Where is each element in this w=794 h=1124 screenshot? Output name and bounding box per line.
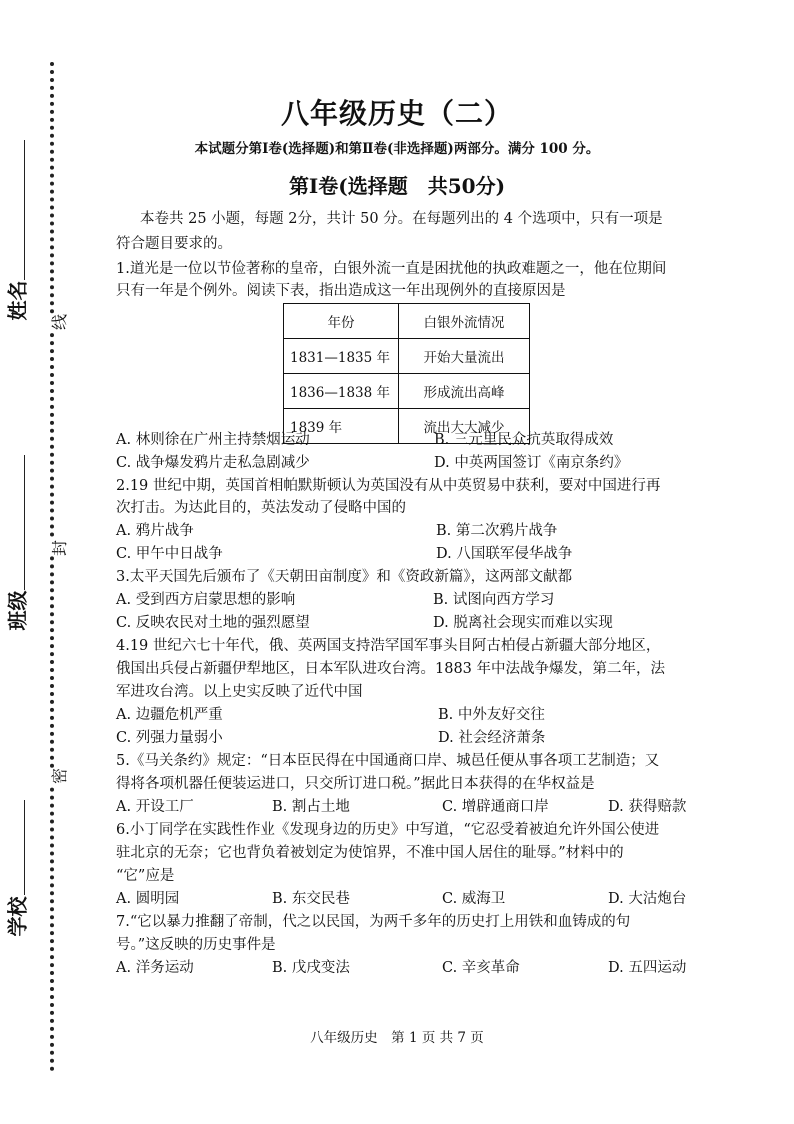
- table-header-year: 年份: [284, 304, 399, 339]
- q2-option-c[interactable]: C. 甲午中日战争: [116, 546, 223, 562]
- q3-option-a[interactable]: A. 受到西方启蒙思想的影响: [116, 592, 296, 608]
- q2-stem-line-2: 次打击。为达此目的，英法发动了侵略中国的: [116, 500, 406, 516]
- q7-option-a[interactable]: A. 洋务运动: [116, 960, 194, 976]
- q1-option-b[interactable]: B. 三元里民众抗英取得成效: [434, 432, 614, 448]
- q6-option-d[interactable]: D. 大沽炮台: [608, 891, 687, 907]
- class-label: 班级: [5, 590, 30, 631]
- q2-option-b[interactable]: B. 第二次鸦片战争: [436, 523, 558, 539]
- q4-stem-line-3: 军进攻台湾。以上史实反映了近代中国: [116, 684, 363, 700]
- page-title: 八年级历史（二）: [280, 97, 513, 130]
- intro-line-1: 本卷共 25 小题，每题 2分，共计 50 分。在每题列出的 4 个选项中，只有一项是: [140, 211, 663, 227]
- table-cell: 1836—1838 年: [284, 374, 399, 409]
- q5-option-b[interactable]: B. 割占土地: [272, 799, 350, 815]
- q4-option-b[interactable]: B. 中外友好交往: [438, 707, 545, 723]
- q4-option-a[interactable]: A. 边疆危机严重: [116, 707, 223, 723]
- table-header-row: [284, 304, 530, 339]
- table-cell: 开始大量流出: [399, 339, 530, 374]
- q2-option-a[interactable]: A. 鸦片战争: [116, 523, 194, 539]
- school-field[interactable]: [24, 800, 25, 895]
- q5-option-d[interactable]: D. 获得赔款: [608, 799, 687, 815]
- q1-option-a[interactable]: A. 林则徐在广州主持禁烟运动: [116, 432, 310, 448]
- table-row: [284, 374, 530, 409]
- q6-stem-line-3: “它”应是: [116, 868, 175, 884]
- q2-option-d[interactable]: D. 八国联军侵华战争: [436, 546, 573, 562]
- q1-option-c[interactable]: C. 战争爆发鸦片走私急剧减少: [116, 455, 310, 471]
- q5-option-c[interactable]: C. 增辟通商口岸: [442, 799, 549, 815]
- name-label: 姓名: [5, 280, 30, 321]
- seal-char-xian: 线: [50, 313, 70, 331]
- silver-outflow-table: [283, 303, 530, 444]
- q4-option-c[interactable]: C. 列强力量弱小: [116, 730, 223, 746]
- q6-option-c[interactable]: C. 威海卫: [442, 891, 506, 907]
- page-subtitle: 本试题分第Ⅰ卷(选择题)和第Ⅱ卷(非选择题)两部分。满分 100 分。: [194, 141, 600, 157]
- name-field[interactable]: [24, 140, 25, 280]
- q7-stem-line-1: 7.“它以暴力推翻了帝制，代之以民国，为两千多年的历史打上用铁和血铸成的句: [116, 914, 631, 930]
- intro-line-2: 符合题目要求的。: [116, 236, 232, 252]
- q6-option-a[interactable]: A. 圆明园: [116, 891, 180, 907]
- table-row: [284, 339, 530, 374]
- page-footer: 八年级历史 第 1 页 共 7 页: [310, 1030, 484, 1046]
- q7-stem-line-2: 号。”这反映的历史事件是: [116, 937, 276, 953]
- q7-option-d[interactable]: D. 五四运动: [608, 960, 687, 976]
- q5-stem-line-1: 5.《马关条约》规定：“日本臣民得在中国通商口岸、城邑任便从事各项工艺制造；又: [116, 753, 660, 769]
- q3-option-d[interactable]: D. 脱离社会现实而难以实现: [433, 615, 613, 631]
- table-cell: 流出大大减少: [399, 409, 530, 444]
- q3-option-c[interactable]: C. 反映农民对土地的强烈愿望: [116, 615, 310, 631]
- q5-option-a[interactable]: A. 开设工厂: [116, 799, 194, 815]
- school-label: 学校: [5, 896, 30, 937]
- q5-stem-line-2: 得将各项机器任便装运进口，只交所订进口税。”据此日本获得的在华权益是: [116, 776, 595, 792]
- seal-char-mi: 密: [50, 767, 70, 785]
- q6-option-b[interactable]: B. 东交民巷: [272, 891, 350, 907]
- q4-option-d[interactable]: D. 社会经济萧条: [438, 730, 546, 746]
- q6-stem-line-1: 6.小丁同学在实践性作业《发现身边的历史》中写道，“它忍受着被迫允许外国公使进: [116, 822, 660, 838]
- q4-stem-line-1: 4.19 世纪六七十年代，俄、英两国支持浩罕国军事头目阿古柏侵占新疆大部分地区，: [116, 638, 661, 654]
- q1-stem-line-2: 只有一年是个例外。阅读下表，指出造成这一年出现例外的直接原因是: [116, 283, 566, 299]
- binding-dotted-line: [50, 62, 54, 1072]
- q1-option-d[interactable]: D. 中英两国签订《南京条约》: [434, 455, 629, 471]
- q3-option-b[interactable]: B. 试图向西方学习: [433, 592, 555, 608]
- table-header-outflow: 白银外流情况: [399, 304, 530, 339]
- q1-stem-line-1: 1.道光是一位以节俭著称的皇帝，白银外流一直是困扰他的执政难题之一，他在位期间: [116, 261, 667, 277]
- q7-option-c[interactable]: C. 辛亥革命: [442, 960, 520, 976]
- q6-stem-line-2: 驻北京的无奈；它也背负着被划定为使馆界，不准中国人居住的耻辱。”材料中的: [116, 845, 624, 861]
- q7-option-b[interactable]: B. 戊戌变法: [272, 960, 350, 976]
- q3-stem-line-1: 3.太平天国先后颁布了《天朝田亩制度》和《资政新篇》，这两部文献都: [116, 569, 573, 585]
- section-heading: 第Ⅰ卷(选择题 共50分): [288, 174, 506, 198]
- table-cell: 1831—1835 年: [284, 339, 399, 374]
- table-cell: 形成流出高峰: [399, 374, 530, 409]
- seal-char-feng: 封: [50, 539, 70, 557]
- class-field[interactable]: [24, 455, 25, 590]
- table-cell: 1839 年: [284, 409, 399, 444]
- q2-stem-line-1: 2.19 世纪中期，英国首相帕默斯顿认为英国没有从中英贸易中获利，要对中国进行再: [116, 478, 661, 494]
- q4-stem-line-2: 俄国出兵侵占新疆伊犁地区，日本军队进攻台湾。1883 年中法战争爆发，第二年，法: [116, 661, 666, 677]
